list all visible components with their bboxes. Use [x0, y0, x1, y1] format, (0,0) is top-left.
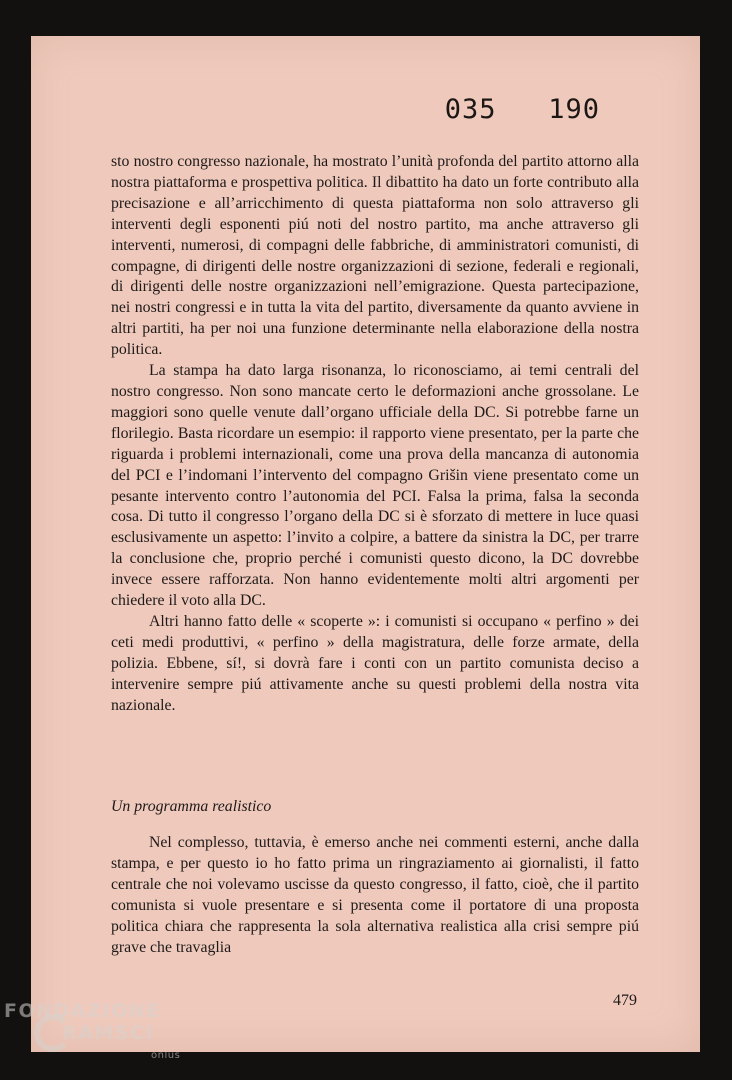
section-heading: Un programma realistico: [111, 798, 272, 815]
document-page: [31, 36, 700, 1052]
watermark-line2: RAMSCI: [62, 1022, 154, 1044]
page-number: 479: [613, 992, 637, 1009]
main-text-block: [111, 152, 639, 716]
paragraph-stampa: La stampa ha dato larga risonanza, lo riconosciamo, ai temi centrali del nostro congresso. Non sono mancate certo le deformazioni anche grossolane. Le maggiori sono quelle venute dall’organo ufficiale della DC. Si potrebbe farne un florilegio. Basta ricordare un esempio: il rapporto viene presentato, per la parte che riguarda i problemi internazionali, come una prova della mancanza di autonomia del PCI e l’indomani l’intervento del compagno Grišin viene presentato come un pesante intervento contro l’autonomia del PCI. Falsa la prima, falsa la seconda cosa. Di tutto il congresso l’organo della DC si è sforzato di mettere in luce quasi esclusivamente un aspetto: l’invito a colpire, a battere da sinistra la DC, per trarre la conclusione che, proprio perché i comunisti questo dicono, la DC dovrebbe invece essere rafforzata. Non hanno evidentemente molti altri argomenti per chiedere il voto alla DC.: [111, 362, 639, 610]
paragraph-continued: sto nostro congresso nazionale, ha mostrato l’unità profonda del partito attorno alla nostra piattaforma e prospettiva politica. Il dibattito ha dato un forte contributo alla precisazione e all’arricchimento di questa piattaforma non solo attraverso gli interventi degli esponenti piú noti del nostro partito, ma anche attraverso gli interventi, numerosi, di compagni delle fabbriche, di amministratori comunisti, di compagne, di dirigenti delle nostre organizzazioni di sezione, federali e regionali, di dirigenti delle nostre organizzazioni nell’emigrazione. Questa partecipazione, nei nostri congressi e in tutta la vita del partito, diversamente da quanto avviene in altri partiti, ha per noi una funzione determinante nella elaborazione della nostra politica.: [111, 153, 639, 359]
archive-number: 035 190: [444, 94, 600, 125]
paragraph-nel-complesso: Nel complesso, tuttavia, è emerso anche nei commenti esterni, anche dalla stampa, e per questo io ho fatto prima un ringraziamento ai giornalisti, il fatto centrale che noi volevamo uscisse da questo congresso, il fatto, cioè, che il partito comunista si vuole presentare e si presenta come il portatore di una proposta politica chiara che rappresenta la sola alternativa realistica alla crisi sempre piú grave che travaglia: [111, 834, 639, 956]
watermark-sub: onlus: [151, 1050, 181, 1061]
section-text-block: [111, 833, 639, 958]
fondazione-gramsci-watermark: [4, 998, 194, 1068]
watermark-line1: FONDAZIONE: [4, 1000, 161, 1022]
paragraph-scoperte: Altri hanno fatto delle « scoperte »: i comunisti si occupano « perfino » dei ceti medi produttivi, « perfino » della magistratura, delle forze armate, della polizia. Ebbene, sí!, si dovrà fare i conti con un partito comunista deciso a intervenire sempre piú attivamente anche su questi problemi della nostra vita nazionale.: [111, 612, 639, 714]
